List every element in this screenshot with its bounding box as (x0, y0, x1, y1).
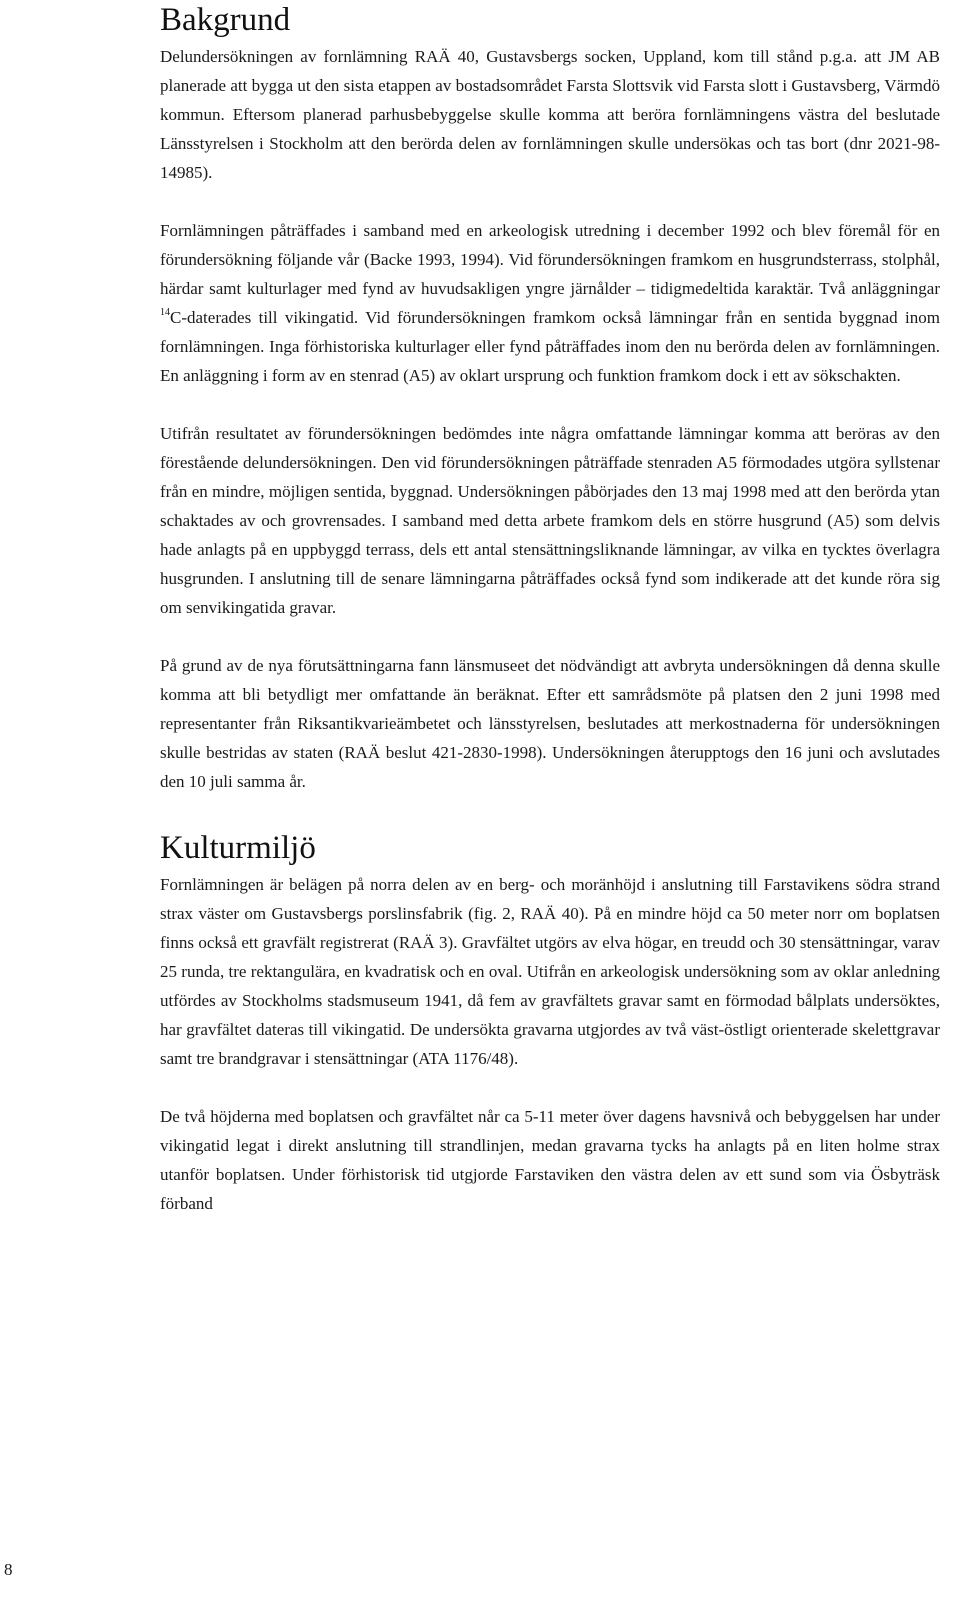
paragraph-bakgrund-2 (160, 216, 940, 390)
section-heading-bakgrund: Bakgrund (160, 2, 291, 38)
section-heading-kulturmiljo: Kulturmiljö (160, 830, 316, 866)
document-page (160, 0, 940, 1218)
paragraph-text: Fornlämningen påträffades i samband med en arkeologisk utredning i december 1992 och blev föremål för en förundersökning följande vår (Backe 1993, 1994). Vid förundersökningen framkom en husgrundsterrass, stolphål, härdar samt kulturlager med fynd av huvudsakligen yngre järnålder – tidigmedeltida karaktär. Två anläggningar (160, 221, 940, 298)
paragraph-kulturmiljo-2: De två höjderna med boplatsen och gravfältet når ca 5-11 meter över dagens havsnivå och bebyggelsen har under vikingatid legat i direkt anslutning till strandlinjen, medan gravarna tycks ha anlagts på en liten holme strax utanför boplatsen. Under förhistorisk tid utgjorde Farstaviken den västra delen av ett sund som via Ösbyträsk förband (160, 1107, 940, 1213)
paragraph-bakgrund-3: Utifrån resultatet av förundersökningen bedömdes inte några omfattande lämningar komma att beröras av den förestående delundersökningen. Den vid förundersökningen påträffade stenraden A5 förmodades utgöra syllstenar från en mindre, möjligen sentida, byggnad. Undersökningen påbörjades den 13 maj 1998 med att den berörda ytan schaktades av och grovrensades. I samband med detta arbete framkom dels en större husgrund (A5) som delvis hade anlagts på en uppbyggd terrass, dels ett antal stensättningsliknande lämningar, av vilka en tycktes överlagra husgrunden. I anslutning till de senare lämningarna påträffades också fynd som indikerade att det kunde röra sig om senvikingatida gravar. (160, 424, 940, 617)
page-number: 8 (4, 1560, 13, 1579)
paragraph-bakgrund-4: På grund av de nya förutsättningarna fann länsmuseet det nödvändigt att avbryta undersökningen då denna skulle komma att bli betydligt mer omfattande än beräknat. Efter ett samrådsmöte på platsen den 2 juni 1998 med representanter från Riksantikvarieämbetet och länsstyrelsen, beslutades att merkostnaderna för undersökningen skulle bestridas av staten (RAÄ beslut 421-2830-1998). Undersökningen återupptogs den 16 juni och avslutades den 10 juli samma år. (160, 656, 940, 791)
superscript-14: 14 (160, 307, 170, 318)
paragraph-text: C-daterades till vikingatid. Vid förundersökningen framkom också lämningar från en sentida byggnad inom fornlämningen. Inga förhistoriska kulturlager eller fynd påträffades inom den nu berörda delen av fornlämningen. En anläggning i form av en stenrad (A5) av oklart ursprung och funktion framkom dock i ett av sökschakten. (160, 308, 940, 385)
paragraph-kulturmiljo-1: Fornlämningen är belägen på norra delen av en berg- och moränhöjd i anslutning till Farstavikens södra strand strax väster om Gustavsbergs porslinsfabrik (fig. 2, RAÄ 40). På en mindre höjd ca 50 meter norr om boplatsen finns också ett gravfält registrerat (RAÄ 3). Gravfältet utgörs av elva högar, en treudd och 30 stensättningar, varav 25 runda, tre rektangulära, en kvadratisk och en oval. Utifrån en arkeologisk undersökning som av oklar anledning utfördes av Stockholms stadsmuseum 1941, då fem av gravfältets gravar samt en förmodad bålplats undersöktes, har gravfältet dateras till vikingatid. De undersökta gravarna utgjordes av två väst-östligt orienterade skelettgravar samt tre brandgravar i stensättningar (ATA 1176/48). (160, 875, 940, 1068)
paragraph-bakgrund-1: Delundersökningen av fornlämning RAÄ 40, Gustavsbergs socken, Uppland, kom till stånd p.g.a. att JM AB planerade att bygga ut den sista etappen av bostadsområdet Farsta Slottsvik vid Farsta slott i Gustavsberg, Värmdö kommun. Eftersom planerad parhusbebyggelse skulle komma att beröra fornlämningens västra del beslutade Länsstyrelsen i Stockholm att den berörda delen av fornlämningen skulle undersökas och tas bort (dnr 2021-98-14985). (160, 47, 940, 182)
